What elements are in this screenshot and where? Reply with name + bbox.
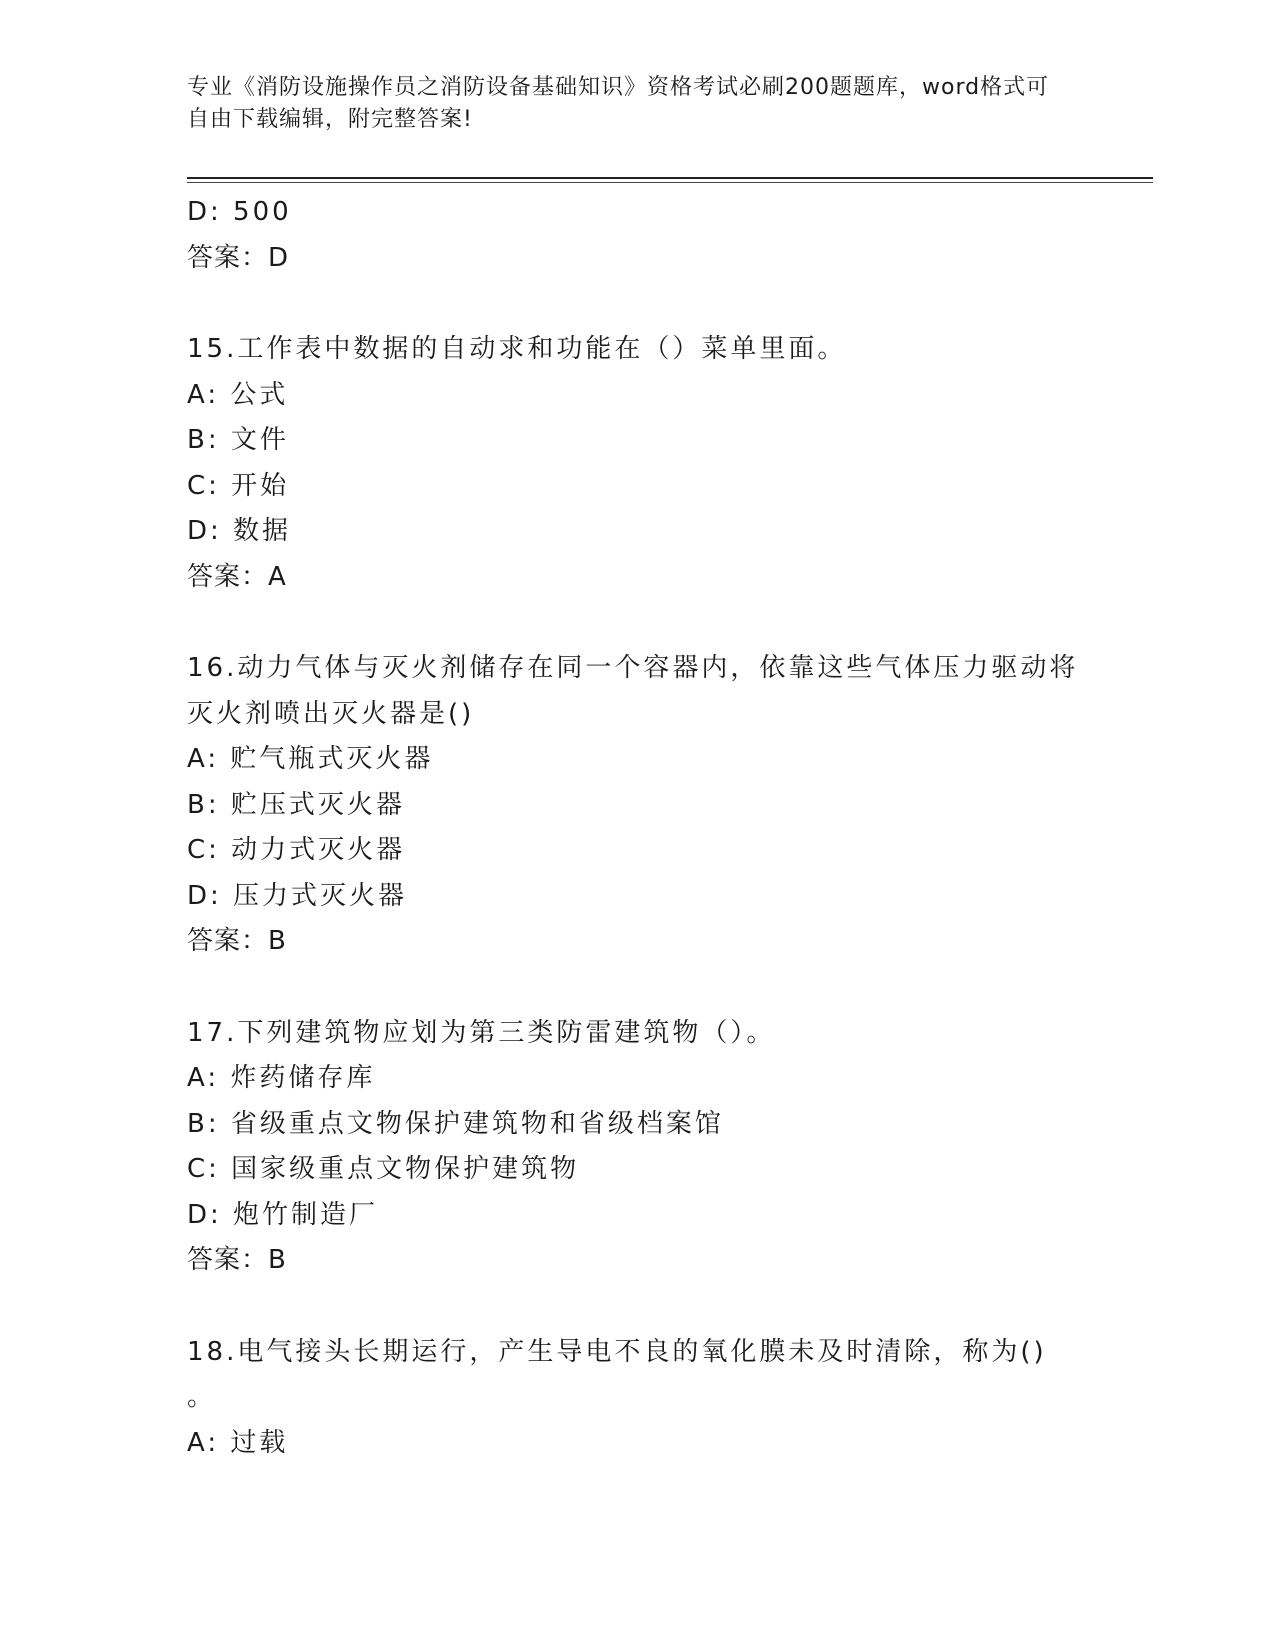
question-16-option-c: C: 动力式灭火器 (187, 835, 406, 865)
question-16-option-d: D: 压力式灭火器 (187, 880, 408, 911)
question-15-option-b: B: 文件 (187, 425, 289, 455)
spacer (187, 600, 1087, 646)
header-text: 专业《消防设施操作员之消防设备基础知识》资格考试必刷200题题库，word格式可自由下载编辑，附完整答案! (187, 75, 1050, 132)
spacer (187, 965, 1087, 1011)
question-18-text-line2: 。 (187, 1382, 217, 1412)
spacer (187, 281, 1087, 327)
question-15-answer: 答案：A (187, 561, 287, 592)
question-16-text-line2: 灭火剂喷出灭火器是() (187, 698, 475, 729)
question-16-text-line1: 16.动力气体与灭火剂储存在同一个容器内，依靠这些气体压力驱动将 (187, 653, 1079, 683)
answer-line: 答案：D (187, 242, 290, 273)
question-15-option-d: D: 数据 (187, 516, 292, 546)
question-16-answer: 答案：B (187, 926, 287, 956)
question-17-option-a: A: 炸药储存库 (187, 1063, 376, 1093)
question-17-option-b: B: 省级重点文物保护建筑物和省级档案馆 (187, 1108, 724, 1139)
spacer (187, 1284, 1087, 1330)
question-15-option-c: C: 开始 (187, 470, 290, 501)
document-header (187, 72, 1067, 136)
question-15-text: 15.工作表中数据的自动求和功能在（）菜单里面。 (187, 334, 847, 364)
question-17-option-c: C: 国家级重点文物保护建筑物 (187, 1154, 580, 1184)
question-15-option-a: A: 公式 (187, 379, 289, 410)
option-d: D: 500 (187, 197, 292, 227)
question-18-option-a: A: 过载 (187, 1427, 289, 1458)
header-divider-thick (187, 177, 1153, 179)
question-18-text-line1: 18.电气接头长期运行，产生导电不良的氧化膜未及时清除，称为() (187, 1336, 1047, 1367)
question-17-answer: 答案：B (187, 1245, 287, 1275)
header-divider-thin (187, 182, 1153, 183)
question-17-option-d: D: 炮竹制造厂 (187, 1199, 379, 1230)
question-17-text: 17.下列建筑物应划为第三类防雷建筑物（）。 (187, 1017, 776, 1048)
question-list (187, 190, 1087, 1466)
question-16-option-b: B: 贮压式灭火器 (187, 789, 405, 820)
question-16-option-a: A: 贮气瓶式灭火器 (187, 744, 434, 774)
